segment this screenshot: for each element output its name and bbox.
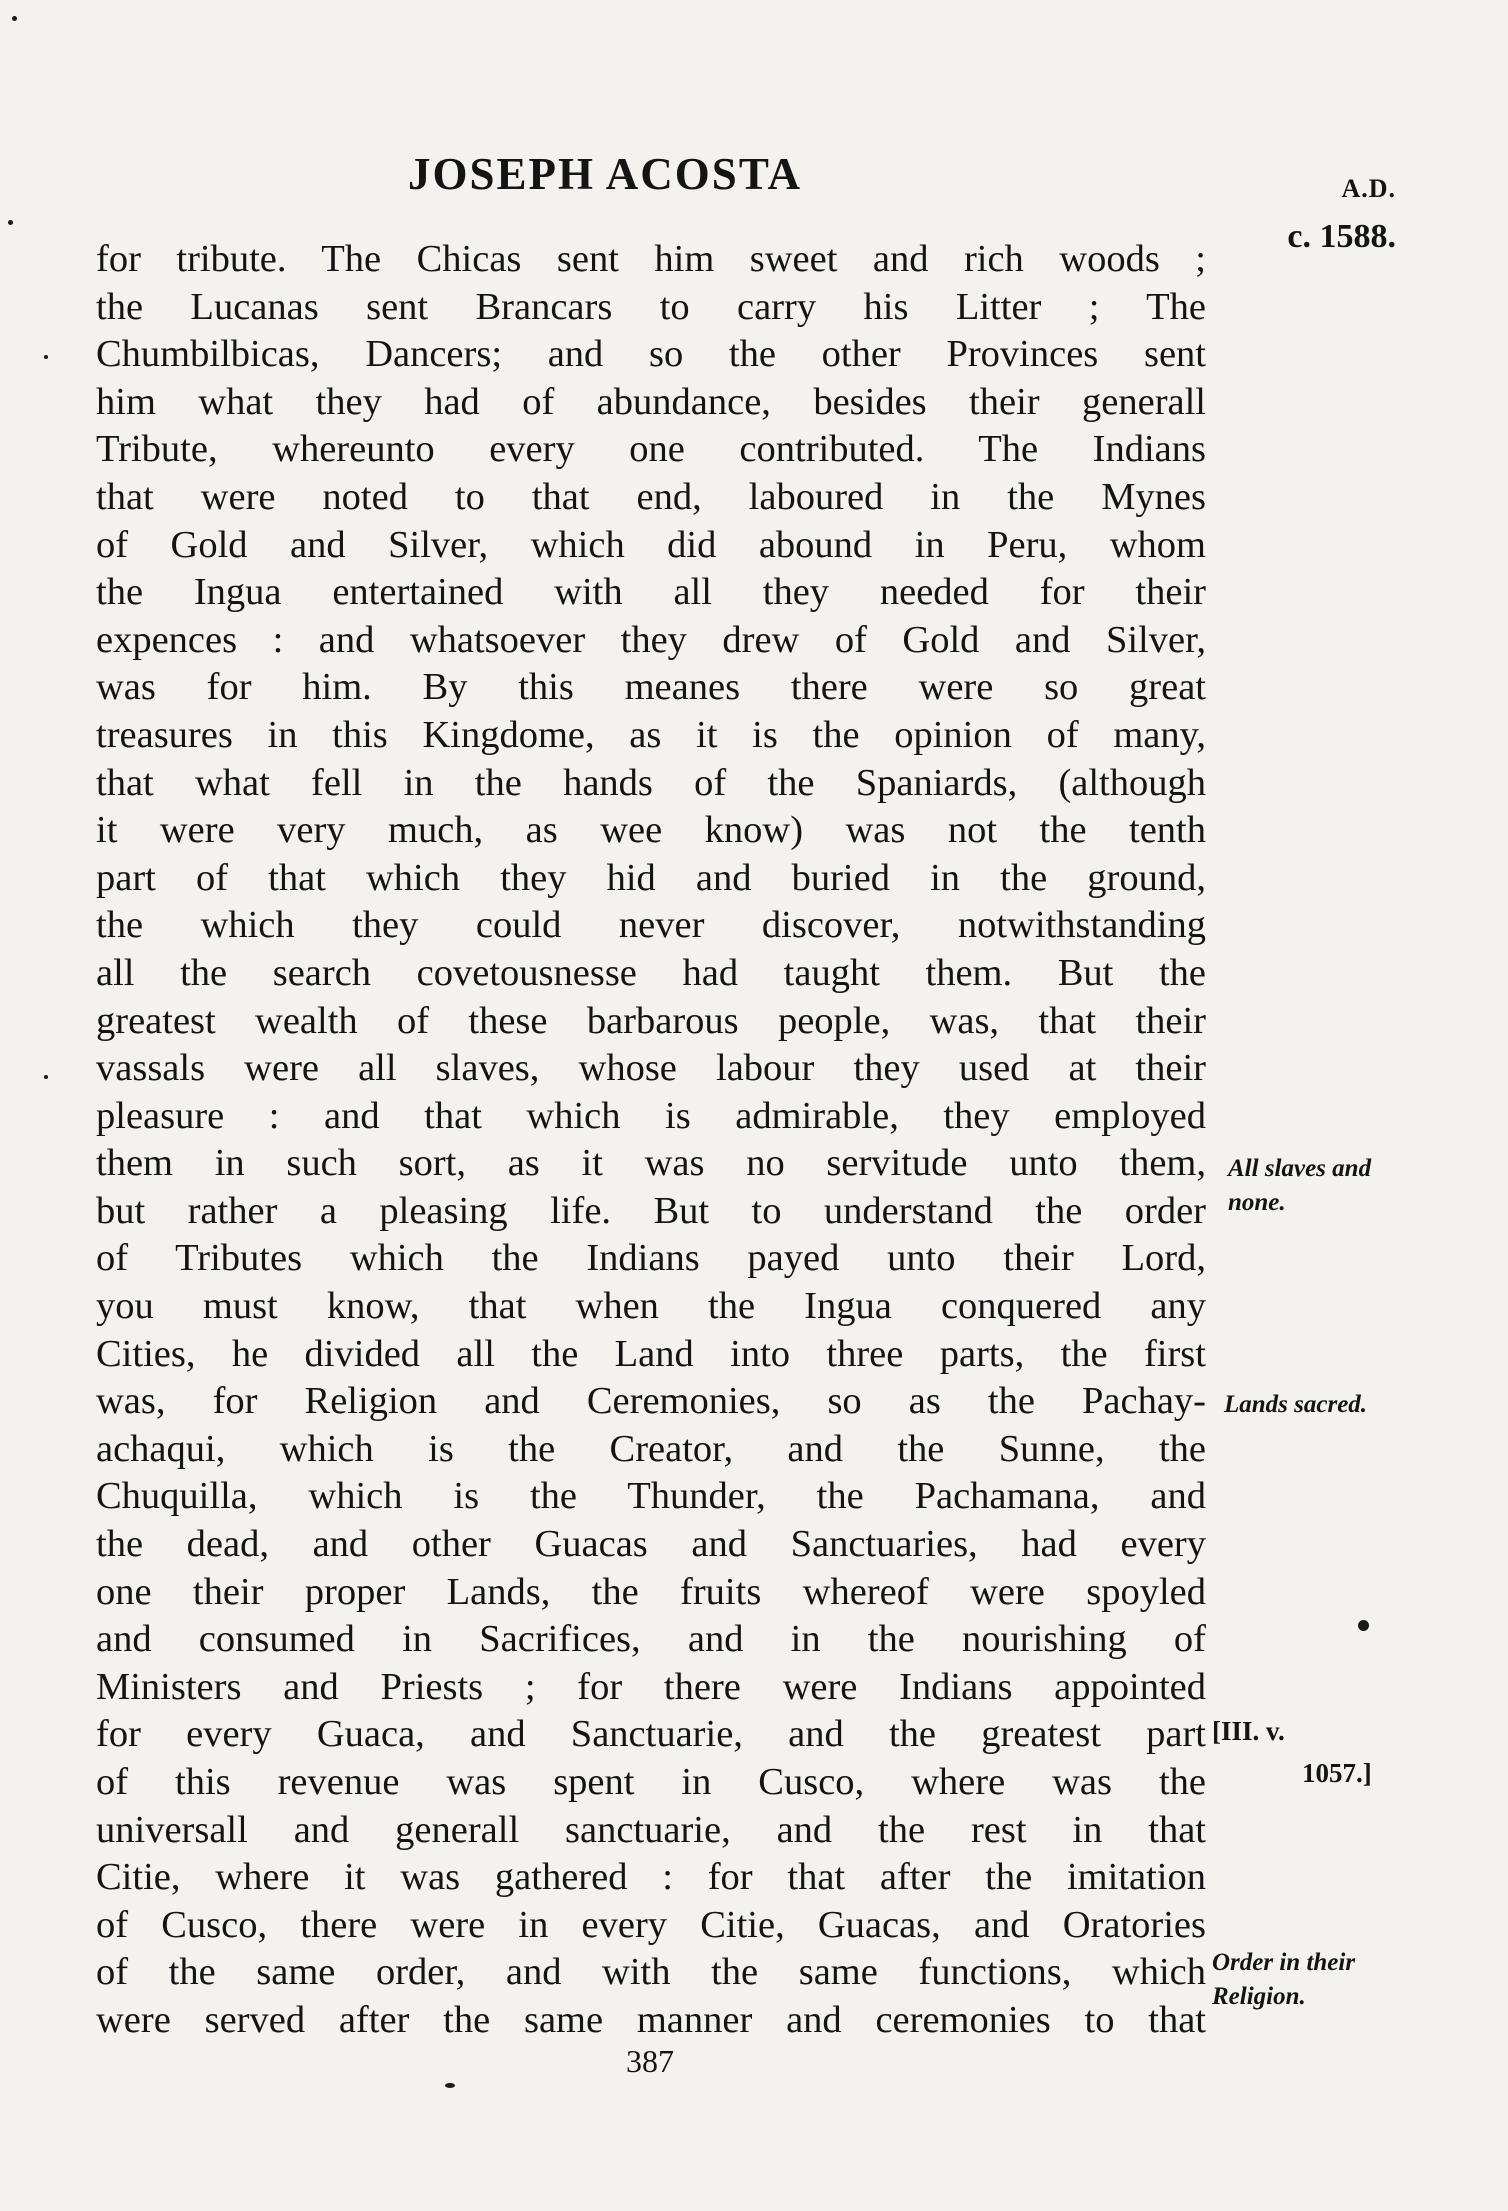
text-line: achaqui, which is the Creator, and the Sunne, the: [96, 1427, 1206, 1470]
text-line: all the search covetousnesse had taught them. But the: [96, 951, 1206, 994]
scan-speck: [1358, 1620, 1369, 1631]
text-line: him what they had of abundance, besides their generall: [96, 380, 1206, 423]
text-line: part of that which they hid and buried in the ground,: [96, 856, 1206, 899]
text-line: Chumbilbicas, Dancers; and so the other Provinces sent: [96, 333, 1206, 376]
text-line: expences : and whatsoever they drew of Gold and Silver,: [96, 618, 1206, 661]
margin-note-slaves: [1228, 1152, 1371, 1220]
text-line: treasures in this Kingdome, as it is the opinion of many,: [96, 713, 1206, 756]
text-line: that were noted to that end, laboured in the Mynes: [96, 475, 1206, 518]
text-line: greatest wealth of these barbarous people, was, that their: [96, 999, 1206, 1042]
text-line: were served after the same manner and ceremonies to that: [96, 1998, 1206, 2041]
margin-note-order-line2: Religion.: [1212, 1983, 1306, 2010]
date-marker: [1287, 165, 1396, 261]
text-line: it were very much, as wee know) was not the tenth: [96, 809, 1206, 852]
text-line: pleasure : and that which is admirable, they employed: [96, 1094, 1206, 1137]
margin-note-slaves-line2: none.: [1228, 1189, 1286, 1216]
volume-reference-line2: 1057.]: [1302, 1758, 1372, 1788]
text-line: but rather a pleasing life. But to understand the order: [96, 1189, 1206, 1232]
text-line: Chuquilla, which is the Thunder, the Pachamana, and: [96, 1475, 1206, 1518]
running-header-title: JOSEPH ACOSTA: [408, 149, 802, 199]
text-line: for every Guaca, and Sanctuarie, and the greatest part: [96, 1713, 1206, 1756]
margin-note-order-religion: [1212, 1946, 1355, 2014]
text-line: the Ingua entertained with all they needed for their: [96, 571, 1206, 614]
volume-reference-line1: [III. v.: [1212, 1716, 1285, 1746]
scan-speck: [12, 16, 17, 21]
scan-speck: [44, 355, 48, 359]
scan-speck: [8, 220, 13, 225]
text-line: Cities, he divided all the Land into three parts, the first: [96, 1332, 1206, 1375]
page-number: 387: [626, 2043, 674, 2079]
text-line: of this revenue was spent in Cusco, where was the: [96, 1761, 1206, 1803]
text-line: you must know, that when the Ingua conquered any: [96, 1285, 1206, 1328]
text-line: them in such sort, as it was no servitude unto them,: [96, 1142, 1206, 1185]
text-line: universall and generall sanctuarie, and the rest in that: [96, 1808, 1206, 1851]
text-line: vassals were all slaves, whose labour they used at their: [96, 1047, 1206, 1090]
margin-note-lands-sacred: Lands sacred.: [1224, 1391, 1368, 1418]
main-text-block: [96, 236, 1206, 2045]
text-line: for tribute. The Chicas sent him sweet and rich woods ;: [96, 238, 1206, 280]
text-line: that what fell in the hands of the Spaniards, (although: [96, 761, 1206, 804]
text-line: and consumed in Sacrifices, and in the nourishing of: [96, 1618, 1206, 1661]
text-line: of Gold and Silver, which did abound in Peru, whom: [96, 523, 1206, 566]
margin-note-slaves-line1: All slaves and: [1228, 1155, 1372, 1182]
year-label: c. 1588.: [1287, 218, 1396, 255]
text-line: Tribute, whereunto every one contributed. The Indians: [96, 428, 1206, 471]
text-line: the which they could never discover, notwithstanding: [96, 904, 1206, 947]
text-line: the dead, and other Guacas and Sanctuaries, had every: [96, 1523, 1206, 1566]
scan-speck: [44, 1075, 48, 1079]
text-line: was, for Religion and Ceremonies, so as the Pachay-: [96, 1380, 1206, 1423]
era-label: A.D.: [1341, 174, 1396, 203]
text-line: Ministers and Priests ; for there were Indians appointed: [96, 1665, 1206, 1708]
text-line: Citie, where it was gathered : for that after the imitation: [96, 1856, 1206, 1899]
scan-speck: [445, 2083, 455, 2088]
text-line: of Tributes which the Indians payed unto their Lord,: [96, 1237, 1206, 1280]
text-line: of the same order, and with the same functions, which: [96, 1951, 1206, 1994]
text-line: one their proper Lands, the fruits whereof were spoyled: [96, 1570, 1206, 1613]
text-line: of Cusco, there were in every Citie, Guacas, and Oratories: [96, 1903, 1206, 1946]
text-line: the Lucanas sent Brancars to carry his Litter ; The: [96, 285, 1206, 328]
text-line: was for him. By this meanes there were so great: [96, 666, 1206, 709]
margin-note-order-line1: Order in their: [1212, 1949, 1356, 1976]
